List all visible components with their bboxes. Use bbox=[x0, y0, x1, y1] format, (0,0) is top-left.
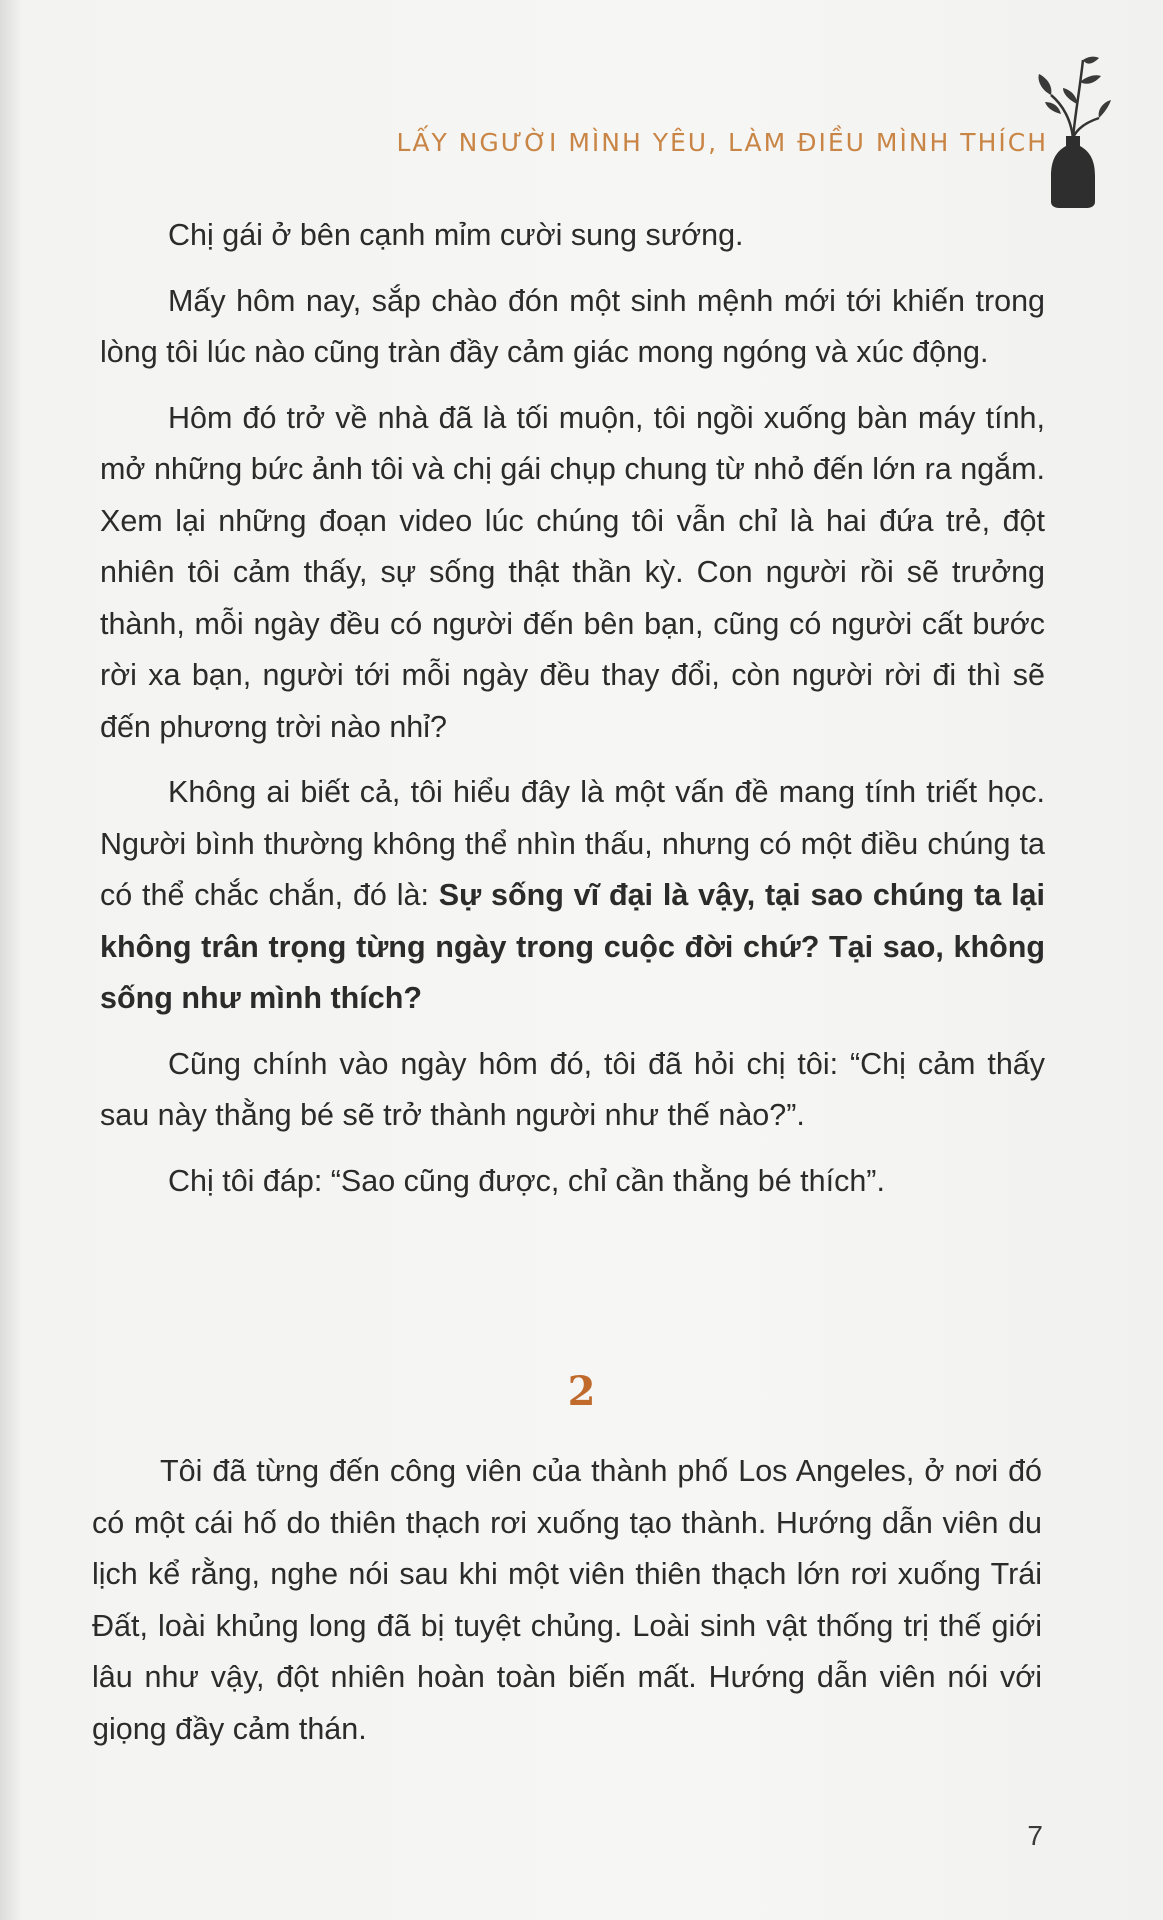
body-text bbox=[100, 210, 1045, 1221]
section-body-text bbox=[92, 1446, 1042, 1769]
paragraph-text: Không ai biết cả, tôi hiểu đây là một vấn đề mang tính triết học. Người bình thường không thể nhìn thấu, nhưng có một điều chúng ta có thể chắc chắn, đó là: bbox=[100, 775, 1045, 912]
paragraph: Chị gái ở bên cạnh mỉm cười sung sướng. bbox=[168, 218, 744, 252]
paragraph: Tôi đã từng đến công viên của thành phố Los Angeles, ở nơi đó có một cái hố do thiên thạch rơi xuống tạo thành. Hướng dẫn viên du lịch kể rằng, nghe nói sau khi một viên thiên thạch lớn rơi xuống Trái Đất, loài khủng long đã bị tuyệt chủng. Loài sinh vật thống trị thế giới lâu như vậy, đột nhiên hoàn toàn biến mất. Hướng dẫn viên nói với giọng đầy cảm thán. bbox=[92, 1454, 1042, 1746]
page-number: 7 bbox=[1027, 1820, 1043, 1851]
emphasis-text: Sự sống vĩ đại là vậy, tại sao chúng ta lại không trân trọng từng ngày trong cuộc đời chứ? Tại sao, không sống như mình thích? bbox=[100, 878, 1045, 1015]
plant-vase-icon bbox=[1033, 50, 1113, 210]
section-number: 2 bbox=[567, 1368, 596, 1415]
running-header: LẤY NGƯỜI MÌNH YÊU, LÀM ĐIỀU MÌNH THÍCH bbox=[396, 128, 1048, 157]
paragraph-with-emphasis bbox=[100, 767, 1045, 1025]
paragraph: Chị tôi đáp: “Sao cũng được, chỉ cần thằng bé thích”. bbox=[168, 1163, 885, 1198]
paragraph: Cũng chính vào ngày hôm đó, tôi đã hỏi chị tôi: “Chị cảm thấy sau này thằng bé sẽ trở thành người như thế nào?”. bbox=[100, 1046, 1045, 1132]
paragraph: Mấy hôm nay, sắp chào đón một sinh mệnh mới tới khiến trong lòng tôi lúc nào cũng tràn đầy cảm giác mong ngóng và xúc động. bbox=[100, 283, 1045, 369]
paragraph: Hôm đó trở về nhà đã là tối muộn, tôi ngồi xuống bàn máy tính, mở những bức ảnh tôi và chị gái chụp chung từ nhỏ đến lớn ra ngắm. Xem lại những đoạn video lúc chúng tôi vẫn chỉ là hai đứa trẻ, đột nhiên tôi cảm thấy, sự sống thật thần kỳ. Con người rồi sẽ trưởng thành, mỗi ngày đều có người đến bên bạn, cũng có người cất bước rời xa bạn, người tới mỗi ngày đều thay đổi, còn người rời đi thì sẽ đến phương trời nào nhỉ? bbox=[100, 400, 1045, 744]
